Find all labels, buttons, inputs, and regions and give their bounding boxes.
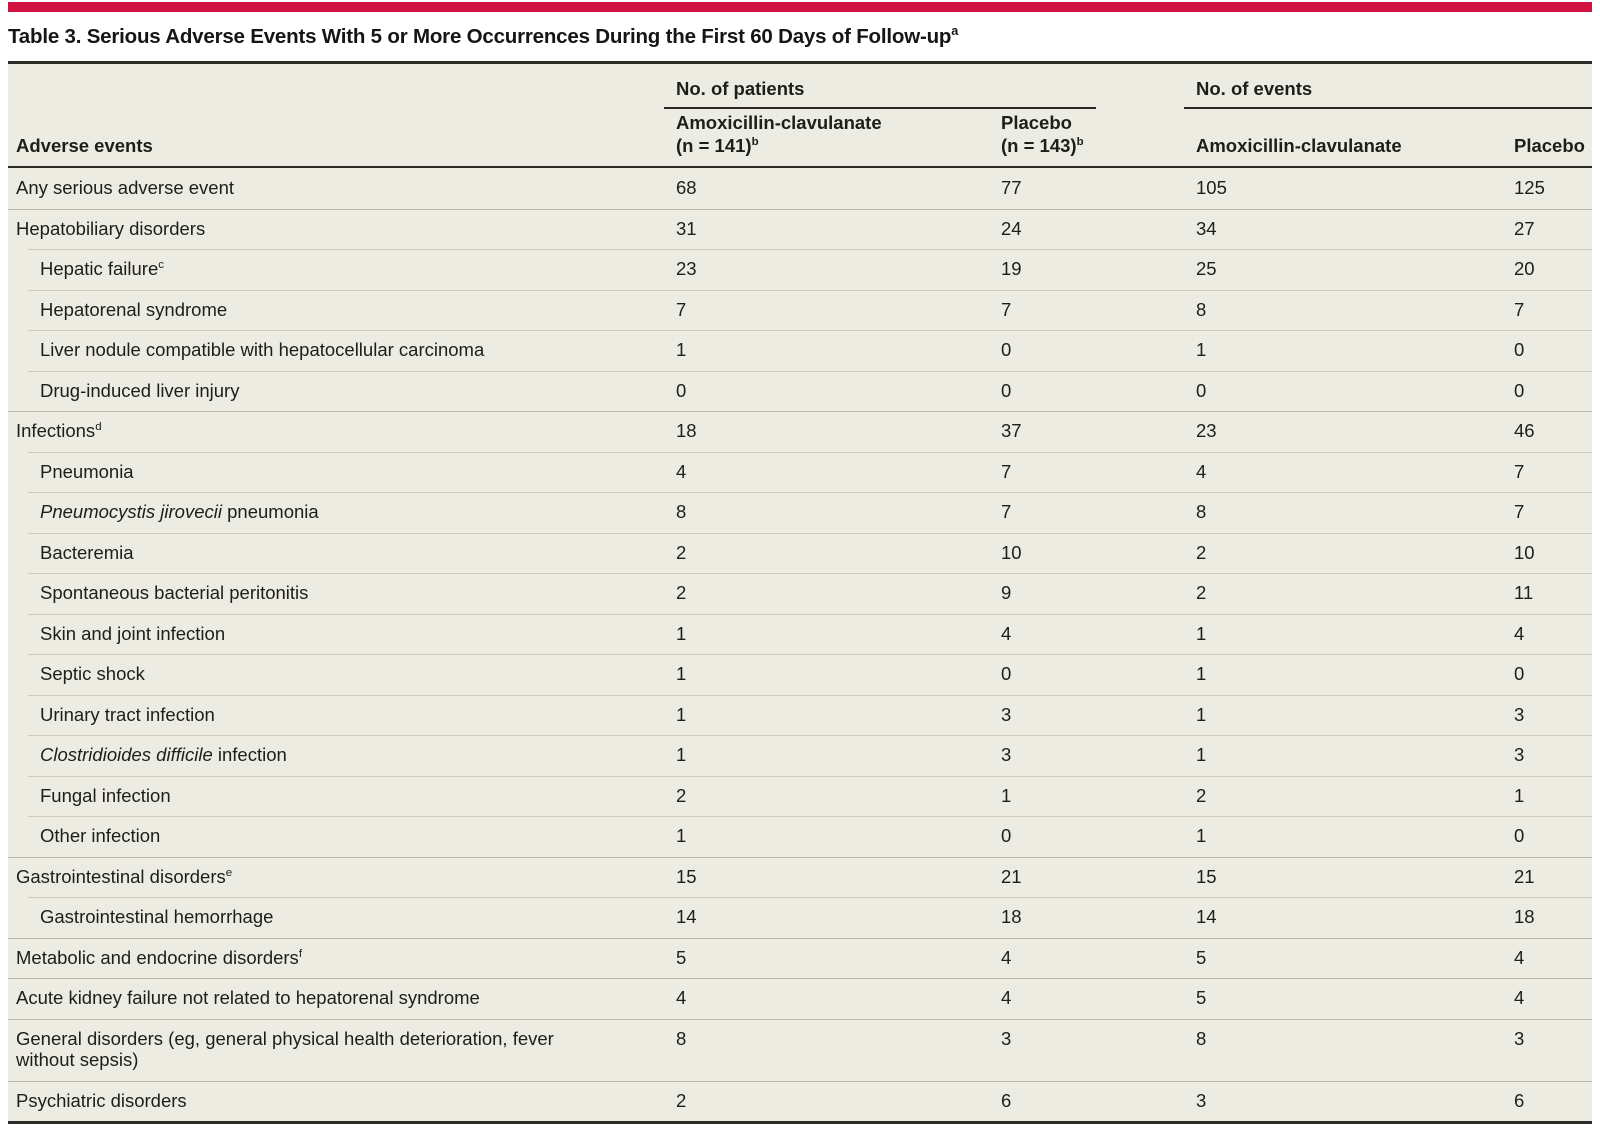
row-value-events-amoxicillin: 1: [1196, 703, 1207, 725]
row-label-italic: Clostridioides difficile: [40, 744, 213, 765]
row-label-cell: [8, 695, 664, 736]
journal-table-figure: [0, 2, 1600, 1132]
column-group-no-of-patients: [664, 64, 1184, 166]
row-value-patients-placebo: 1: [1001, 784, 1012, 806]
row-label: [40, 704, 215, 726]
row-value-patients-placebo: 7: [1001, 501, 1012, 522]
row-label-cell: [8, 897, 664, 938]
column-header-line2: (n = 143)$^b$: [1001, 135, 1084, 156]
row-value-patients-amoxicillin: 4: [676, 460, 687, 482]
row-value-patients-amoxicillin: 8: [676, 501, 687, 522]
row-label-cell: [8, 492, 664, 533]
row-label: [40, 744, 287, 766]
row-label-text: Urinary tract infection: [40, 703, 215, 725]
column-header-footnote-sup: b: [1076, 135, 1084, 148]
row-value-events-placebo: 46: [1514, 420, 1535, 441]
row-value-events-amoxicillin: 5: [1196, 946, 1207, 968]
row-value-events-amoxicillin: 25: [1196, 258, 1217, 279]
row-label-footnote-sup: f: [298, 947, 302, 960]
group-header-no-of-patients: No. of patients: [664, 64, 1096, 109]
row-label-text: Hepatic failure: [40, 258, 159, 279]
row-value-events-amoxicillin: 3: [1196, 1089, 1207, 1111]
row-value-events-placebo: 21: [1514, 865, 1535, 887]
table-row: [8, 168, 1592, 209]
row-label-text: Skin and joint infection: [40, 622, 226, 644]
row-label-cell: [8, 209, 664, 250]
row-value-events-amoxicillin: 0: [1196, 379, 1207, 401]
row-label-text: Bacteremia: [40, 541, 134, 563]
row-label-text: Any serious adverse event: [16, 177, 235, 198]
row-label-text: Gastrointestinal hemorrhage: [40, 906, 274, 927]
table-row: [8, 533, 1592, 574]
table-body: [8, 168, 1592, 1121]
row-label-cell: [8, 371, 664, 412]
row-value-patients-amoxicillin: 1: [676, 825, 687, 846]
row-value-events-amoxicillin: 2: [1196, 784, 1207, 806]
row-value-events-amoxicillin: 8: [1196, 1027, 1207, 1049]
row-value-events-placebo: 7: [1514, 298, 1525, 320]
column-header-line1: Placebo: [1514, 135, 1585, 156]
row-label-footnote-sup: d: [95, 420, 102, 433]
row-label: [40, 623, 225, 645]
row-value-events-placebo: 18: [1514, 906, 1535, 927]
row-value-patients-amoxicillin: 1: [676, 744, 687, 765]
row-value-patients-placebo: 19: [1001, 258, 1022, 279]
row-value-patients-placebo: 4: [1001, 622, 1012, 644]
row-label-text: pneumonia: [221, 501, 319, 522]
row-value-events-amoxicillin: 1: [1196, 622, 1207, 644]
row-label: [40, 258, 164, 280]
row-value-patients-amoxicillin: 1: [676, 622, 687, 644]
row-label: [16, 1090, 187, 1112]
row-value-patients-amoxicillin: 2: [676, 1089, 687, 1111]
row-value-events-amoxicillin: 4: [1196, 460, 1207, 482]
row-value-patients-placebo: 7: [1001, 460, 1012, 482]
row-value-events-placebo: 3: [1514, 1027, 1525, 1049]
row-value-events-placebo: 11: [1514, 582, 1534, 603]
row-label-text: Liver nodule compatible with hepatocellular carcinoma: [40, 339, 485, 360]
row-value-patients-placebo: 0: [1001, 825, 1012, 846]
row-label-cell: [8, 1019, 664, 1081]
row-label-cell: [8, 776, 664, 817]
row-label-cell: [8, 735, 664, 776]
row-label: [40, 380, 239, 402]
row-value-events-amoxicillin: 5: [1196, 987, 1207, 1008]
row-label-footnote-sup: c: [158, 258, 164, 271]
row-value-patients-placebo: 10: [1001, 541, 1022, 563]
row-value-patients-amoxicillin: 68: [676, 177, 697, 198]
row-label-text: Infections: [16, 420, 96, 441]
row-value-events-placebo: 4: [1514, 987, 1525, 1008]
row-value-events-placebo: 6: [1514, 1089, 1525, 1111]
row-label: [40, 542, 134, 564]
row-value-patients-placebo: 6: [1001, 1089, 1012, 1111]
row-value-patients-placebo: 0: [1001, 379, 1012, 401]
row-label-text: General disorders (eg, general physical health deterioration, fever without sepsis): [16, 1027, 554, 1070]
column-header-patients-amoxicillin: [664, 109, 989, 166]
table-row: [8, 978, 1592, 1019]
table-row: [8, 654, 1592, 695]
row-label-cell: [8, 573, 664, 614]
row-value-events-placebo: 4: [1514, 946, 1525, 968]
table-row: [8, 735, 1592, 776]
row-label-text: Hepatorenal syndrome: [40, 298, 228, 320]
row-value-events-amoxicillin: 105: [1196, 177, 1227, 198]
row-label: [16, 177, 234, 199]
column-header-line2: (n = 141)$^b$: [676, 135, 759, 156]
table-row: [8, 1081, 1592, 1122]
row-label-cell: [8, 654, 664, 695]
group-subcolumns: [664, 109, 1184, 166]
row-value-events-placebo: 0: [1514, 825, 1525, 846]
column-header-line1: Placebo: [1001, 112, 1072, 133]
row-label-text: Pneumonia: [40, 460, 134, 482]
table-row: [8, 857, 1592, 898]
table-title-footnote-sup: a: [951, 23, 959, 39]
column-group-no-of-events: [1184, 64, 1592, 166]
row-value-patients-placebo: 18: [1001, 906, 1022, 927]
row-value-patients-amoxicillin: 5: [676, 946, 687, 968]
row-value-patients-amoxicillin: 1: [676, 703, 687, 725]
row-value-patients-placebo: 21: [1001, 865, 1022, 887]
table-row: [8, 371, 1592, 412]
row-label-cell: [8, 533, 664, 574]
row-label-text: Fungal infection: [40, 784, 171, 806]
row-value-patients-placebo: 4: [1001, 946, 1012, 968]
table-title-text: Table 3. Serious Adverse Events With 5 or More Occurrences During the First 60 Days of Follow-up: [8, 25, 952, 48]
column-header-adverse-events: Adverse events: [16, 135, 153, 156]
row-value-patients-placebo: 3: [1001, 703, 1012, 725]
row-value-events-amoxicillin: 8: [1196, 501, 1207, 522]
row-label-text: Hepatobiliary disorders: [16, 217, 206, 239]
row-value-events-placebo: 7: [1514, 460, 1525, 482]
row-label: [40, 461, 134, 483]
row-label-text: Gastrointestinal disorders: [16, 865, 226, 887]
row-label: [40, 582, 308, 604]
row-value-patients-amoxicillin: 1: [676, 663, 687, 684]
row-value-patients-placebo: 9: [1001, 582, 1012, 603]
table-row: [8, 816, 1592, 857]
row-label: [16, 866, 232, 888]
row-value-events-amoxicillin: 1: [1196, 339, 1207, 360]
row-value-patients-placebo: 37: [1001, 420, 1022, 441]
row-label: [16, 987, 480, 1009]
row-label-footnote-sup: e: [225, 866, 233, 879]
row-value-patients-amoxicillin: 7: [676, 298, 687, 320]
row-value-patients-placebo: 3: [1001, 744, 1012, 765]
row-value-events-placebo: 0: [1514, 339, 1525, 360]
row-label-cell: [8, 290, 664, 331]
row-value-events-amoxicillin: 1: [1196, 663, 1207, 684]
group-subcolumns: [1184, 109, 1592, 166]
table-row: [8, 209, 1592, 250]
row-label: [40, 339, 484, 361]
row-label-cell: [8, 938, 664, 979]
row-label-text: infection: [212, 744, 287, 765]
row-value-patients-amoxicillin: 2: [676, 582, 687, 603]
table-row: [8, 897, 1592, 938]
row-label-text: Spontaneous bacterial peritonitis: [40, 582, 309, 603]
row-value-patients-placebo: 3: [1001, 1027, 1012, 1049]
row-value-events-amoxicillin: 2: [1196, 582, 1207, 603]
row-value-events-placebo: 10: [1514, 541, 1535, 563]
row-label-cell: [8, 1081, 664, 1122]
table-row: [8, 695, 1592, 736]
column-header-events-amoxicillin: [1184, 109, 1502, 166]
table-row: [8, 776, 1592, 817]
row-value-events-placebo: 4: [1514, 622, 1525, 644]
table-row: [8, 452, 1592, 493]
row-value-patients-placebo: 0: [1001, 339, 1012, 360]
row-label: [16, 1028, 588, 1071]
row-value-events-placebo: 27: [1514, 217, 1535, 239]
table-row: [8, 614, 1592, 655]
table-row: [8, 330, 1592, 371]
column-header-line1: Amoxicillin-clavulanate: [676, 112, 882, 133]
row-value-patients-placebo: 4: [1001, 987, 1012, 1008]
table-header: [8, 64, 1592, 168]
row-label: [40, 825, 160, 847]
row-label: [40, 663, 145, 685]
row-value-events-placebo: 7: [1514, 501, 1525, 522]
table-row: [8, 938, 1592, 979]
row-value-events-placebo: 3: [1514, 744, 1525, 765]
row-value-patients-amoxicillin: 15: [676, 865, 697, 887]
row-label-cell: [8, 816, 664, 857]
row-value-events-placebo: 0: [1514, 663, 1525, 684]
row-label: [40, 299, 227, 321]
row-label-cell: [8, 249, 664, 290]
row-label-cell: [8, 168, 664, 209]
row-value-patients-placebo: 24: [1001, 217, 1022, 239]
row-value-events-amoxicillin: 34: [1196, 217, 1217, 239]
table-row: [8, 573, 1592, 614]
table-title: [8, 12, 1592, 61]
table-row: [8, 492, 1592, 533]
row-label: [40, 501, 319, 523]
row-label: [40, 785, 171, 807]
row-value-patients-amoxicillin: 4: [676, 987, 687, 1008]
group-header-no-of-events: No. of events: [1184, 64, 1592, 109]
row-value-patients-amoxicillin: 14: [676, 906, 697, 927]
row-label-text: Other infection: [40, 825, 161, 846]
row-value-events-placebo: 0: [1514, 379, 1525, 401]
row-label-cell: [8, 978, 664, 1019]
table-row: [8, 1019, 1592, 1081]
row-value-patients-placebo: 77: [1001, 177, 1022, 198]
row-label-text: Psychiatric disorders: [16, 1089, 187, 1111]
adverse-events-table: [8, 61, 1592, 1124]
row-label-cell: [8, 452, 664, 493]
row-label-cell: [8, 330, 664, 371]
row-value-patients-amoxicillin: 0: [676, 379, 687, 401]
row-value-events-amoxicillin: 1: [1196, 744, 1207, 765]
row-label-cell: [8, 411, 664, 452]
row-value-events-placebo: 3: [1514, 703, 1525, 725]
row-value-patients-amoxicillin: 1: [676, 339, 687, 360]
column-header-patients-placebo: [989, 109, 1184, 166]
row-label-text: Metabolic and endocrine disorders: [16, 946, 299, 968]
row-value-events-amoxicillin: 23: [1196, 420, 1217, 441]
row-value-events-amoxicillin: 1: [1196, 825, 1207, 846]
row-label-cell: [8, 614, 664, 655]
table-row: [8, 411, 1592, 452]
row-value-patients-amoxicillin: 8: [676, 1027, 687, 1049]
row-label-text: Drug-induced liver injury: [40, 379, 240, 401]
row-value-patients-amoxicillin: 2: [676, 541, 687, 563]
table-row: [8, 249, 1592, 290]
row-value-patients-amoxicillin: 2: [676, 784, 687, 806]
row-label: [16, 947, 302, 969]
row-value-events-amoxicillin: 8: [1196, 298, 1207, 320]
row-value-patients-amoxicillin: 23: [676, 258, 697, 279]
row-value-patients-placebo: 0: [1001, 663, 1012, 684]
row-label-cell: [8, 857, 664, 898]
column-header-line1: Amoxicillin-clavulanate: [1196, 135, 1402, 156]
column-header-footnote-sup: b: [751, 135, 759, 148]
row-value-events-amoxicillin: 14: [1196, 906, 1217, 927]
row-value-events-placebo: 1: [1514, 784, 1525, 806]
row-label-text: Acute kidney failure not related to hepatorenal syndrome: [16, 987, 480, 1008]
row-value-events-amoxicillin: 2: [1196, 541, 1207, 563]
row-label-text: Septic shock: [40, 663, 145, 684]
row-value-patients-placebo: 7: [1001, 298, 1012, 320]
row-label: [16, 218, 205, 240]
column-header-events-placebo: [1502, 109, 1592, 166]
row-value-patients-amoxicillin: 18: [676, 420, 697, 441]
row-label: [40, 906, 273, 928]
table-row: [8, 290, 1592, 331]
row-value-events-amoxicillin: 15: [1196, 865, 1217, 887]
row-label-italic: Pneumocystis jirovecii: [40, 501, 222, 522]
accent-bar: [8, 2, 1592, 12]
row-value-patients-amoxicillin: 31: [676, 217, 697, 239]
row-label: [16, 420, 102, 442]
row-value-events-placebo: 20: [1514, 258, 1535, 279]
row-value-events-placebo: 125: [1514, 177, 1545, 198]
